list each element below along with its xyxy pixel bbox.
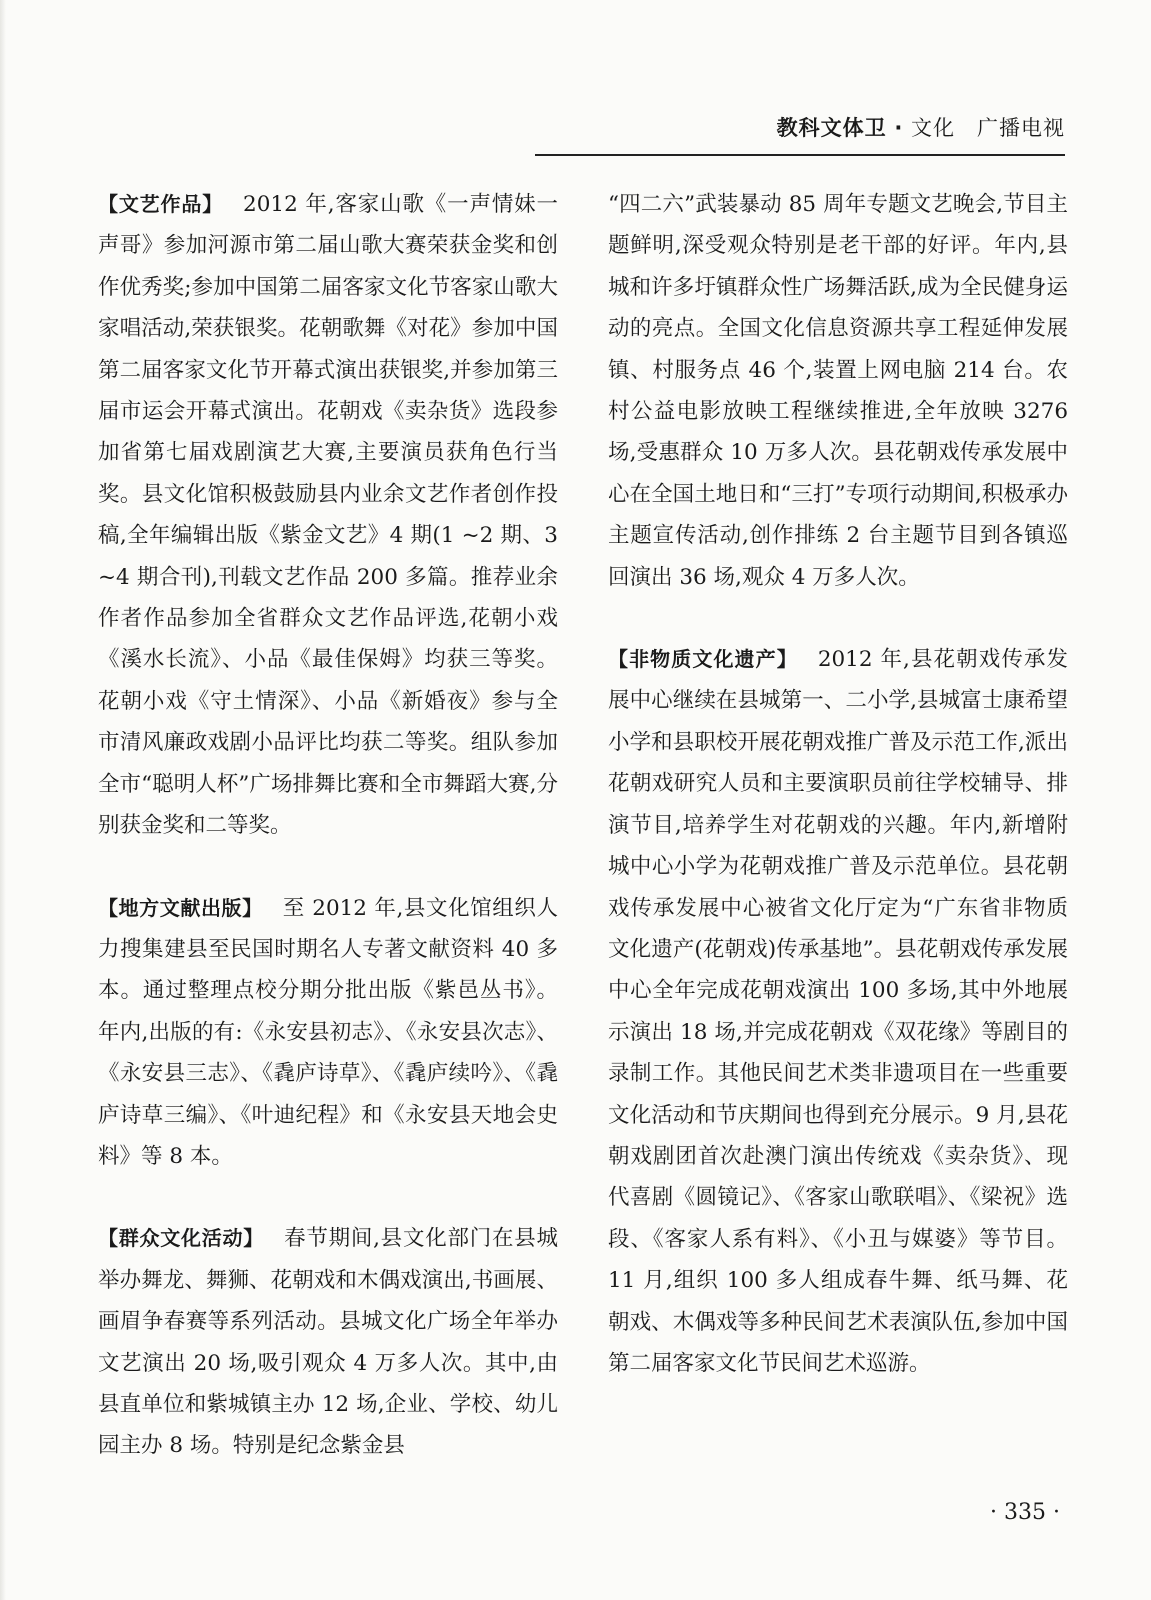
running-header bbox=[535, 112, 1065, 156]
header-rule bbox=[535, 154, 1065, 156]
section-text: 2012 年,客家山歌《一声情妹一声哥》参加河源市第二届山歌大赛荣获金奖和创作优秀奖;参加中国第二届客家文化节客家山歌大家唱活动,荣获银奖。花朝歌舞《对花》参加中国第二届客家文化节开幕式演出获银奖,并参加第三届市运会开幕式演出。花朝戏《卖杂货》选段参加省第七届戏剧演艺大赛,主要演员获角色行当奖。县文化馆积极鼓励县内业余文艺作者创作投稿,全年编辑出版《紫金文艺》4 期(1 ~2 期、3 ~4 期合刊),刊载文艺作品 200 多篇。推荐业余作者作品参加全省群众文艺作品评选,花朝小戏《溪水长流》、小品《最佳保姆》均获三等奖。花朝小戏《守土情深》、小品《新婚夜》参与全市清风廉政戏剧小品评比均获二等奖。组队参加全市“聪明人杯”广场排舞比赛和全市舞蹈大赛,分别获金奖和二等奖。 bbox=[98, 192, 559, 839]
page-number: · 335 · bbox=[990, 1500, 1060, 1525]
left-column bbox=[98, 184, 558, 1467]
section-text: 至 2012 年,县文化馆组织人力搜集建县至民国时期名人专著文献资料 40 多本。通过整理点校分期分批出版《紫邑丛书》。年内,出版的有:《永安县初志》、《永安县次志》、《永安县三志》、《毳庐诗草》、《毳庐续吟》、《毳庐诗草三编》、《叶迪纪程》和《永安县天地会史料》等 8 本。 bbox=[98, 895, 558, 1169]
section-title: 【非物质文化遗产】 bbox=[608, 647, 798, 672]
header-separator: · bbox=[894, 116, 904, 140]
page-spine-shadow bbox=[0, 0, 6, 1600]
header-subsection: 文化 广播电视 bbox=[911, 116, 1065, 140]
section-paragraph bbox=[98, 888, 558, 1178]
section-text: 2012 年,县花朝戏传承发展中心继续在县城第一、二小学,县城富士康希望小学和县职校开展花朝戏推广普及示范工作,派出花朝戏研究人员和主要演职员前往学校辅导、排演节目,培养学生对花朝戏的兴趣。年内,新增附城中心小学为花朝戏推广普及示范单位。县花朝戏传承发展中心被省文化厅定为“广东省非物质文化遗产(花朝戏)传承基地”。县花朝戏传承发展中心全年完成花朝戏演出 100 多场,其中外地展示演出 18 场,并完成花朝戏《双花缘》等剧目的录制工作。其他民间艺术类非遗项目在一些重要文化活动和节庆期间也得到充分展示。9 月,县花朝戏剧团首次赴澳门演出传统戏《卖杂货》、现代喜剧《圆镜记》、《客家山歌联唱》、《梁祝》选段、《客家人系有料》、《小丑与媒婆》等节目。11 月,组织 100 多人组成春牛舞、纸马舞、花朝戏、木偶戏等多种民间艺术表演队伍,参加中国第二届客家文化节民间艺术巡游。 bbox=[608, 647, 1069, 1376]
section-paragraph bbox=[608, 639, 1068, 1384]
section-literary-works bbox=[98, 184, 558, 847]
section-paragraph bbox=[608, 184, 1068, 598]
section-text: “四二六”武装暴动 85 周年专题文艺晚会,节目主题鲜明,深受观众特别是老干部的好评。年内,县城和许多圩镇群众性广场舞活跃,成为全民健身运动的亮点。全国文化信息资源共享工程延伸发展镇、村服务点 46 个,装置上网电脑 214 台。农村公益电影放映工程继续推进,全年放映 3276 场,受惠群众 10 万多人次。县花朝戏传承发展中心在全国土地日和“三打”专项行动期间,积极承办主题宣传活动,创作排练 2 台主题节目到各镇巡回演出 36 场,观众 4 万多人次。 bbox=[608, 192, 1068, 590]
section-mass-cultural-activities bbox=[98, 1218, 558, 1466]
section-mass-cultural-activities-continued bbox=[608, 184, 1068, 598]
section-text: 春节期间,县文化部门在县城举办舞龙、舞狮、花朝戏和木偶戏演出,书画展、画眉争春赛等系列活动。县城文化广场全年举办文艺演出 20 场,吸引观众 4 万多人次。其中,由县直单位和紫城镇主办 12 场,企业、学校、幼儿园主办 8 场。特别是纪念紫金县 bbox=[98, 1226, 558, 1459]
section-intangible-heritage bbox=[608, 639, 1068, 1384]
section-title: 【群众文化活动】 bbox=[98, 1226, 265, 1251]
section-paragraph bbox=[98, 184, 558, 847]
section-title: 【地方文献出版】 bbox=[98, 895, 263, 920]
section-title: 【文艺作品】 bbox=[98, 192, 224, 216]
section-paragraph bbox=[98, 1218, 558, 1466]
right-column bbox=[608, 184, 1068, 1384]
header-section: 教科文体卫 bbox=[776, 116, 887, 140]
section-local-literature bbox=[98, 888, 558, 1178]
